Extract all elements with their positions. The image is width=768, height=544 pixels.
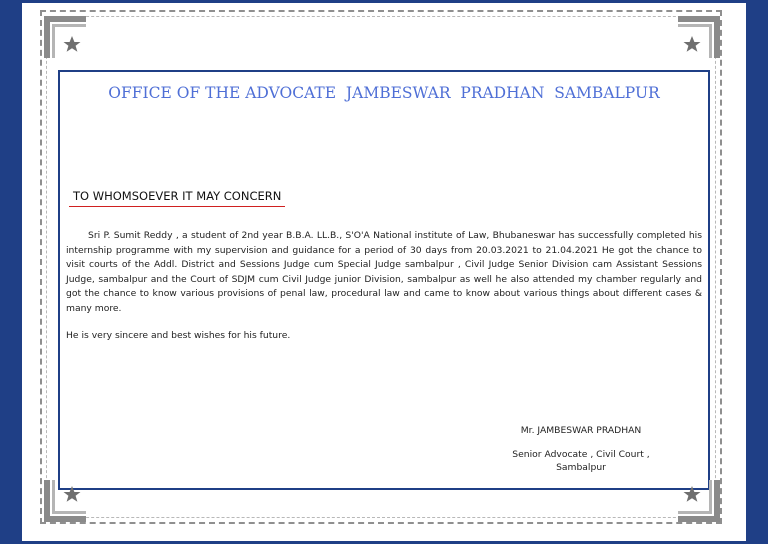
star-icon <box>64 486 81 502</box>
signature-block <box>494 424 668 475</box>
letter-body <box>66 229 702 344</box>
star-icon <box>684 486 701 502</box>
signatory-name: Mr. JAMBESWAR PRADHAN <box>520 425 642 436</box>
letter-paragraph-2: He is very sincere and best wishes for his future. <box>66 330 291 341</box>
corner-ornament-bottom-left <box>42 478 88 524</box>
letterhead-title: OFFICE OF THE ADVOCATE JAMBESWAR PRADHAN SAMBALPUR <box>108 84 660 102</box>
subject-heading: TO WHOMSOEVER IT MAY CONCERN <box>69 189 285 207</box>
star-icon <box>64 36 81 52</box>
signatory-designation: Senior Advocate , Civil Court , <box>512 448 650 460</box>
corner-ornament-top-right <box>676 14 722 60</box>
corner-ornament-top-left <box>42 14 88 60</box>
signatory-location: Sambalpur <box>556 462 606 473</box>
letter-paragraph-1: Sri P. Sumit Reddy , a student of 2nd year B.B.A. LL.B., S'O'A National institute of Law, Bhubaneswar has successfully completed his internship programme with my supervision and guidance for a period of 30 days from 20.03.2021 to 21.04.2021 He got the chance to visit courts of the Addl. District and Sessions Judge cum Special Judge sambalpur , Civil Judge Senior Division cam Assistant Sessions Judge, sambalpur and the Court of SDJM cum Civil Judge junior Division, sambalpur as well he also attended my chamber regularly and got the chance to know various provisions of penal law, procedural law and came to know about various things about different cases & many more. <box>66 230 702 314</box>
corner-ornament-bottom-right <box>676 478 722 524</box>
star-icon <box>684 36 701 52</box>
